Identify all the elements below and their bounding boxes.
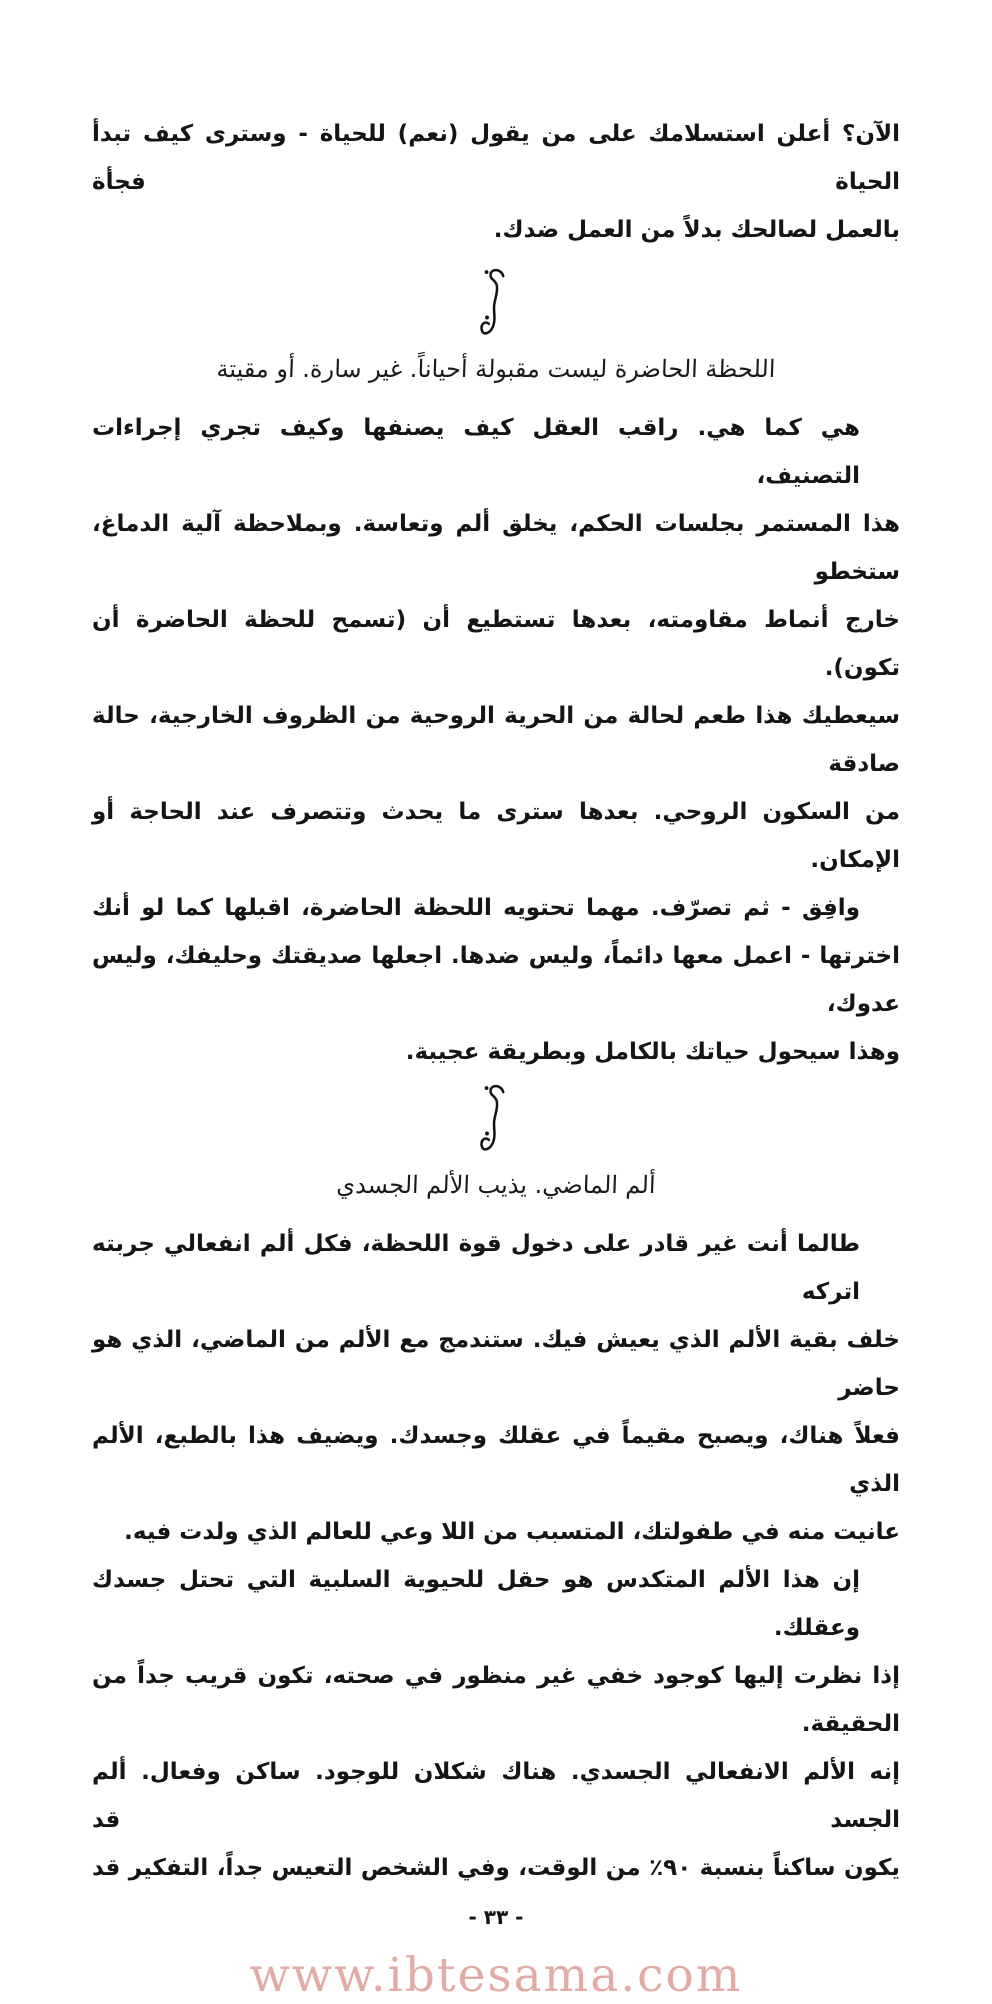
page-number: - ٣٣ -	[468, 1905, 524, 1929]
paragraph	[92, 884, 900, 1076]
paragraph	[92, 404, 900, 884]
paragraph	[92, 110, 900, 254]
section-heading: اللحظة الحاضرة ليست مقبولة أحياناً. غير سارة. أو مقيتة	[216, 355, 776, 383]
text-line: من السكون الروحي. بعدها سترى ما يحدث وتتصرف عند الحاجة أو الإمكان.	[92, 799, 900, 873]
section-heading: ألم الماضي. يذيب الألم الجسدي	[335, 1171, 657, 1199]
text-line: فعلاً هناك، ويصبح مقيماً في عقلك وجسدك. ويضيف هذا بالطبع، الألم الذي	[92, 1423, 900, 1497]
text-line: إن هذا الألم المتكدس هو حقل للحيوية السلبية التي تحتل جسدك وعقلك.	[92, 1567, 860, 1641]
text-line: اخترتها - اعمل معها دائماً، وليس ضدها. اجعلها صديقتك وحليفك، وليس عدوك،	[92, 943, 900, 1017]
text-line: خلف بقية الألم الذي يعيش فيك. ستندمج مع الألم من الماضي، الذي هو حاضر	[92, 1327, 900, 1401]
text-line: بالعمل لصالحك بدلاً من العمل ضدك.	[493, 217, 900, 243]
paragraph	[92, 1556, 900, 1892]
section-divider	[92, 266, 900, 344]
text-line: خارج أنماط مقاومته، بعدها تستطيع أن (تسمح للحظة الحاضرة أن تكون).	[92, 607, 900, 681]
text-line: يكون ساكناً بنسبة ٩٠٪ من الوقت، وفي الشخص التعيس جداً، التفكير قد	[92, 1855, 901, 1881]
paragraph	[92, 1220, 900, 1556]
text-line: وافِق - ثم تصرّف. مهما تحتويه اللحظة الحاضرة، اقبلها كما لو أنك	[92, 895, 860, 921]
text-line: إذا نظرت إليها كوجود خفي غير منظور في صحته، تكون قريب جداً من الحقيقة.	[92, 1663, 900, 1737]
section-divider	[92, 1082, 900, 1160]
calligraphic-flourish-icon	[478, 1082, 514, 1158]
text-line: طالما أنت غير قادر على دخول قوة اللحظة، فكل ألم انفعالي جربته اتركه	[92, 1231, 860, 1305]
calligraphic-flourish-icon	[478, 266, 514, 342]
text-line: وهذا سيحول حياتك بالكامل وبطريقة عجيبة.	[405, 1039, 900, 1065]
text-line: إنه الألم الانفعالي الجسدي. هناك شكلان للوجود. ساكن وفعال. ألم الجسد قد	[92, 1759, 900, 1833]
text-line: الآن؟ أعلن استسلامك على من يقول (نعم) للحياة - وسترى كيف تبدأ الحياة فجأة	[92, 121, 900, 195]
text-line: سيعطيك هذا طعم لحالة من الحرية الروحية من الظروف الخارجية، حالة صادقة	[92, 703, 900, 777]
text-line: هي كما هي. راقب العقل كيف يصنفها وكيف تجري إجراءات التصنيف،	[92, 415, 860, 489]
watermark-text: www.ibtesama.com	[249, 1948, 743, 2003]
text-line: هذا المستمر بجلسات الحكم، يخلق ألم وتعاسة. وبملاحظة آلية الدماغ، ستخطو	[92, 511, 900, 585]
text-line: عانيت منه في طفولتك، المتسبب من اللا وعي للعالم الذي ولدت فيه.	[124, 1519, 900, 1545]
